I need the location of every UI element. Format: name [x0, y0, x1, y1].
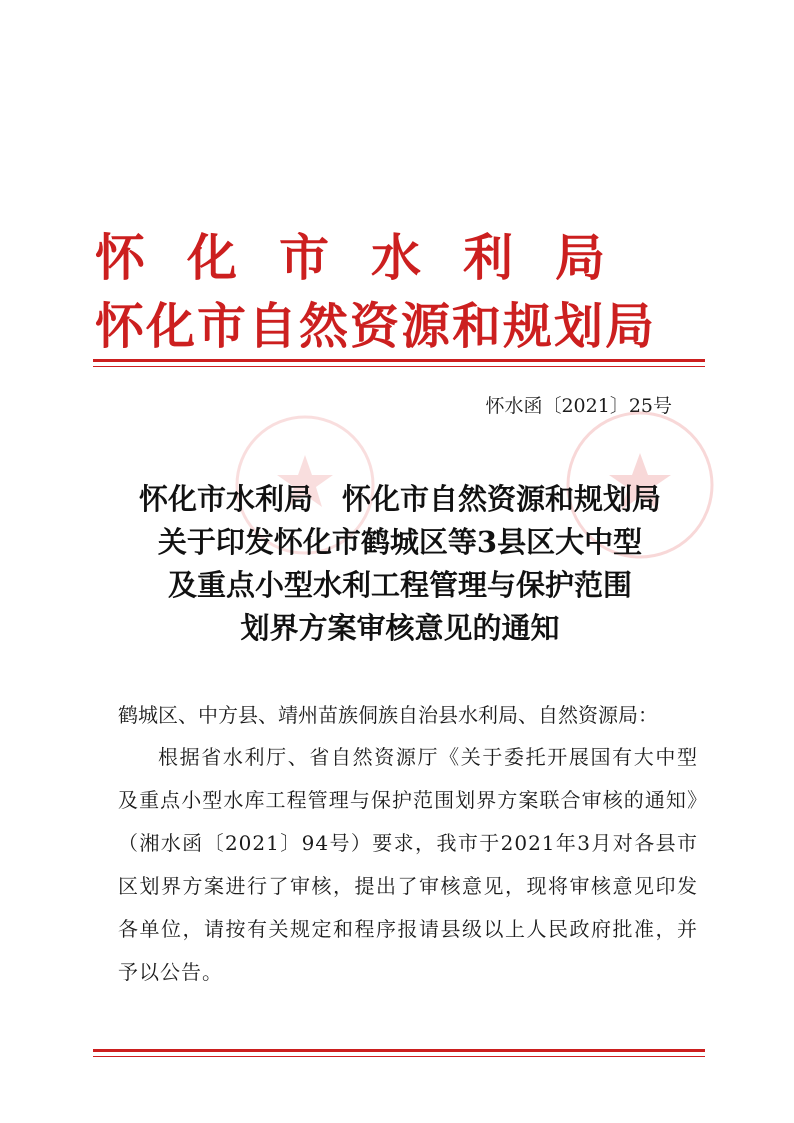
agency-header-water: 怀化市水利局	[95, 228, 647, 287]
footer-red-rule-thin	[93, 1056, 705, 1057]
footer-red-rule-thick	[93, 1049, 705, 1052]
title-line: 及重点小型水利工程管理与保护范围	[167, 568, 632, 602]
document-number: 怀水函〔2021〕25号	[485, 395, 672, 417]
agency-header-resources: 怀化市自然资源和规划局	[95, 297, 657, 355]
header-red-rule-thin	[93, 366, 705, 367]
title-line: 划界方案审核意见的通知	[240, 611, 560, 645]
header-red-rule-thick	[93, 359, 705, 362]
recipient-line: 鹤城区、中方县、靖州苗族侗族自治县水利局、自然资源局：	[118, 703, 658, 727]
notice-title	[90, 478, 710, 650]
body-paragraph: 根据省水利厅、省自然资源厅《关于委托开展国有大中型及重点小型水库工程管理与保护范围划界方案联合审核的通知》（湘水函〔2021〕94号）要求，我市于2021年3月对各县市区划界方案进行了审核，提出了审核意见，现将审核意见印发各单位，请按有关规定和程序报请县级以上人民政府批准，并予以公告。	[118, 745, 698, 984]
title-line: 怀化市水利局 怀化市自然资源和规划局	[138, 482, 661, 516]
title-line: 关于印发怀化市鹤城区等3县区大中型	[157, 525, 643, 559]
